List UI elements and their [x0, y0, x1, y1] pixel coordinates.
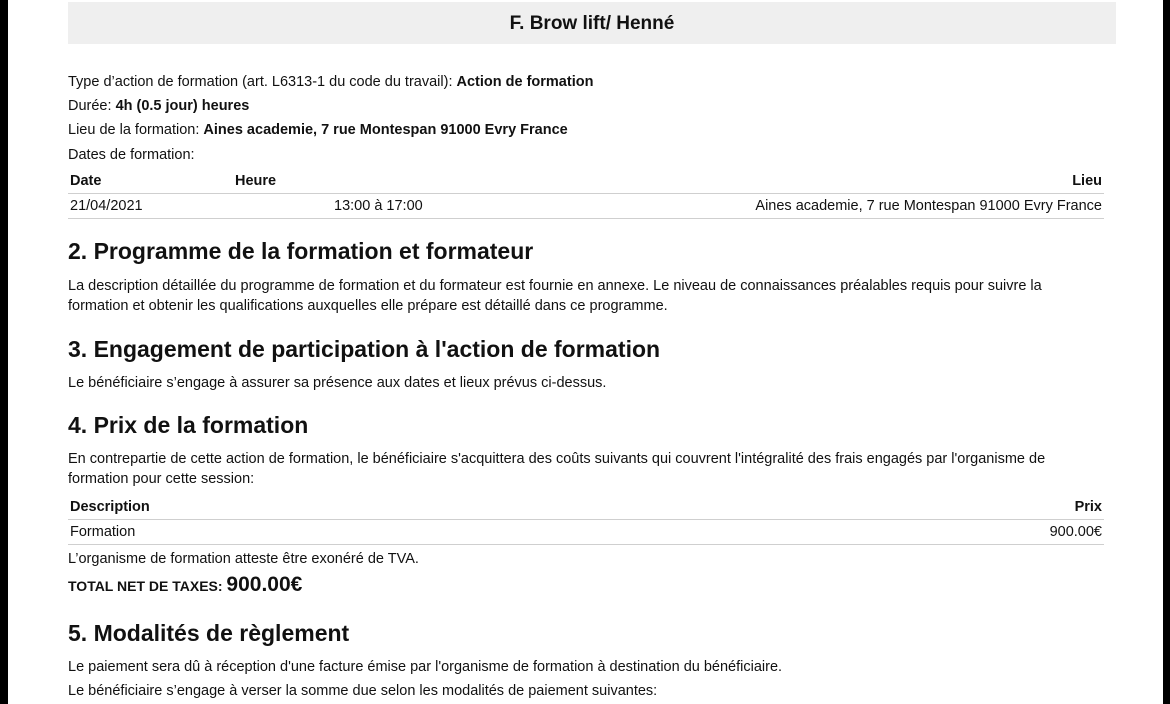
tva-note: L’organisme de formation atteste être exonéré de TVA.	[68, 551, 419, 567]
document-page	[8, 0, 1163, 704]
total-value: 900.00€	[226, 573, 303, 596]
price-row-prix: 900.00€	[1049, 524, 1102, 540]
dates-header-date: Date	[70, 173, 102, 189]
dates-row-lieu: Aines academie, 7 rue Montespan 91000 Evry France	[755, 198, 1102, 214]
type-action-value: Action de formation	[456, 74, 594, 90]
type-action-line	[68, 72, 593, 92]
dates-label: Dates de formation:	[68, 147, 195, 163]
duree-label: Durée:	[68, 98, 116, 114]
screen-edge-bar	[1163, 0, 1170, 704]
price-table-header	[68, 495, 1104, 520]
section-3-heading: 3. Engagement de participation à l'action de formation	[68, 336, 661, 362]
dates-table-header	[68, 169, 1104, 194]
type-action-label: Type d’action de formation (art. L6313-1 du code du travail):	[68, 74, 457, 90]
lieu-value: Aines academie, 7 rue Montespan 91000 Evry France	[203, 122, 568, 138]
dates-header-lieu: Lieu	[1072, 173, 1102, 189]
section-5-line1: Le paiement sera dû à réception d'une facture émise par l'organisme de formation à destination du bénéficiaire.	[68, 659, 783, 675]
lieu-line	[68, 120, 568, 140]
duree-line	[68, 96, 249, 116]
duree-value: 4h (0.5 jour) heures	[115, 98, 250, 114]
section-3-text: Le bénéficiaire s’engage à assurer sa présence aux dates et lieux prévus ci-dessus.	[68, 375, 607, 391]
section-2-text: La description détaillée du programme de formation et du formateur est fournie en annexe. Le niveau de connaissances préalables requis pour suivre la formation et obtenir les qualifications auxquelles elle prépare est détaillé dans ce programme.	[68, 278, 1042, 314]
section-5-heading: 5. Modalités de règlement	[68, 620, 350, 646]
table-row	[68, 194, 1104, 219]
total-label: TOTAL NET DE TAXES:	[68, 578, 227, 594]
section-4-heading: 4. Prix de la formation	[68, 412, 309, 438]
price-header-description: Description	[70, 499, 150, 515]
table-row	[68, 520, 1104, 545]
section-4-text: En contrepartie de cette action de formation, le bénéficiaire s'acquittera des coûts suivants qui couvrent l'intégralité des frais engagés par l'organisme de formation pour cette session:	[68, 451, 1046, 487]
dates-row-date: 21/04/2021	[70, 198, 143, 214]
section-2-heading: 2. Programme de la formation et formateur	[68, 238, 534, 264]
section-title-banner: F. Brow lift/ Henné	[68, 2, 1116, 44]
dates-header-heure: Heure	[235, 173, 277, 189]
price-header-prix: Prix	[1074, 499, 1102, 515]
price-row-description: Formation	[70, 524, 136, 540]
total-line	[68, 573, 302, 597]
lieu-label: Lieu de la formation:	[68, 122, 204, 138]
section-5-line2: Le bénéficiaire s’engage à verser la somme due selon les modalités de paiement suivantes:	[68, 683, 658, 699]
dates-row-heure: 13:00 à 17:00	[334, 198, 423, 214]
